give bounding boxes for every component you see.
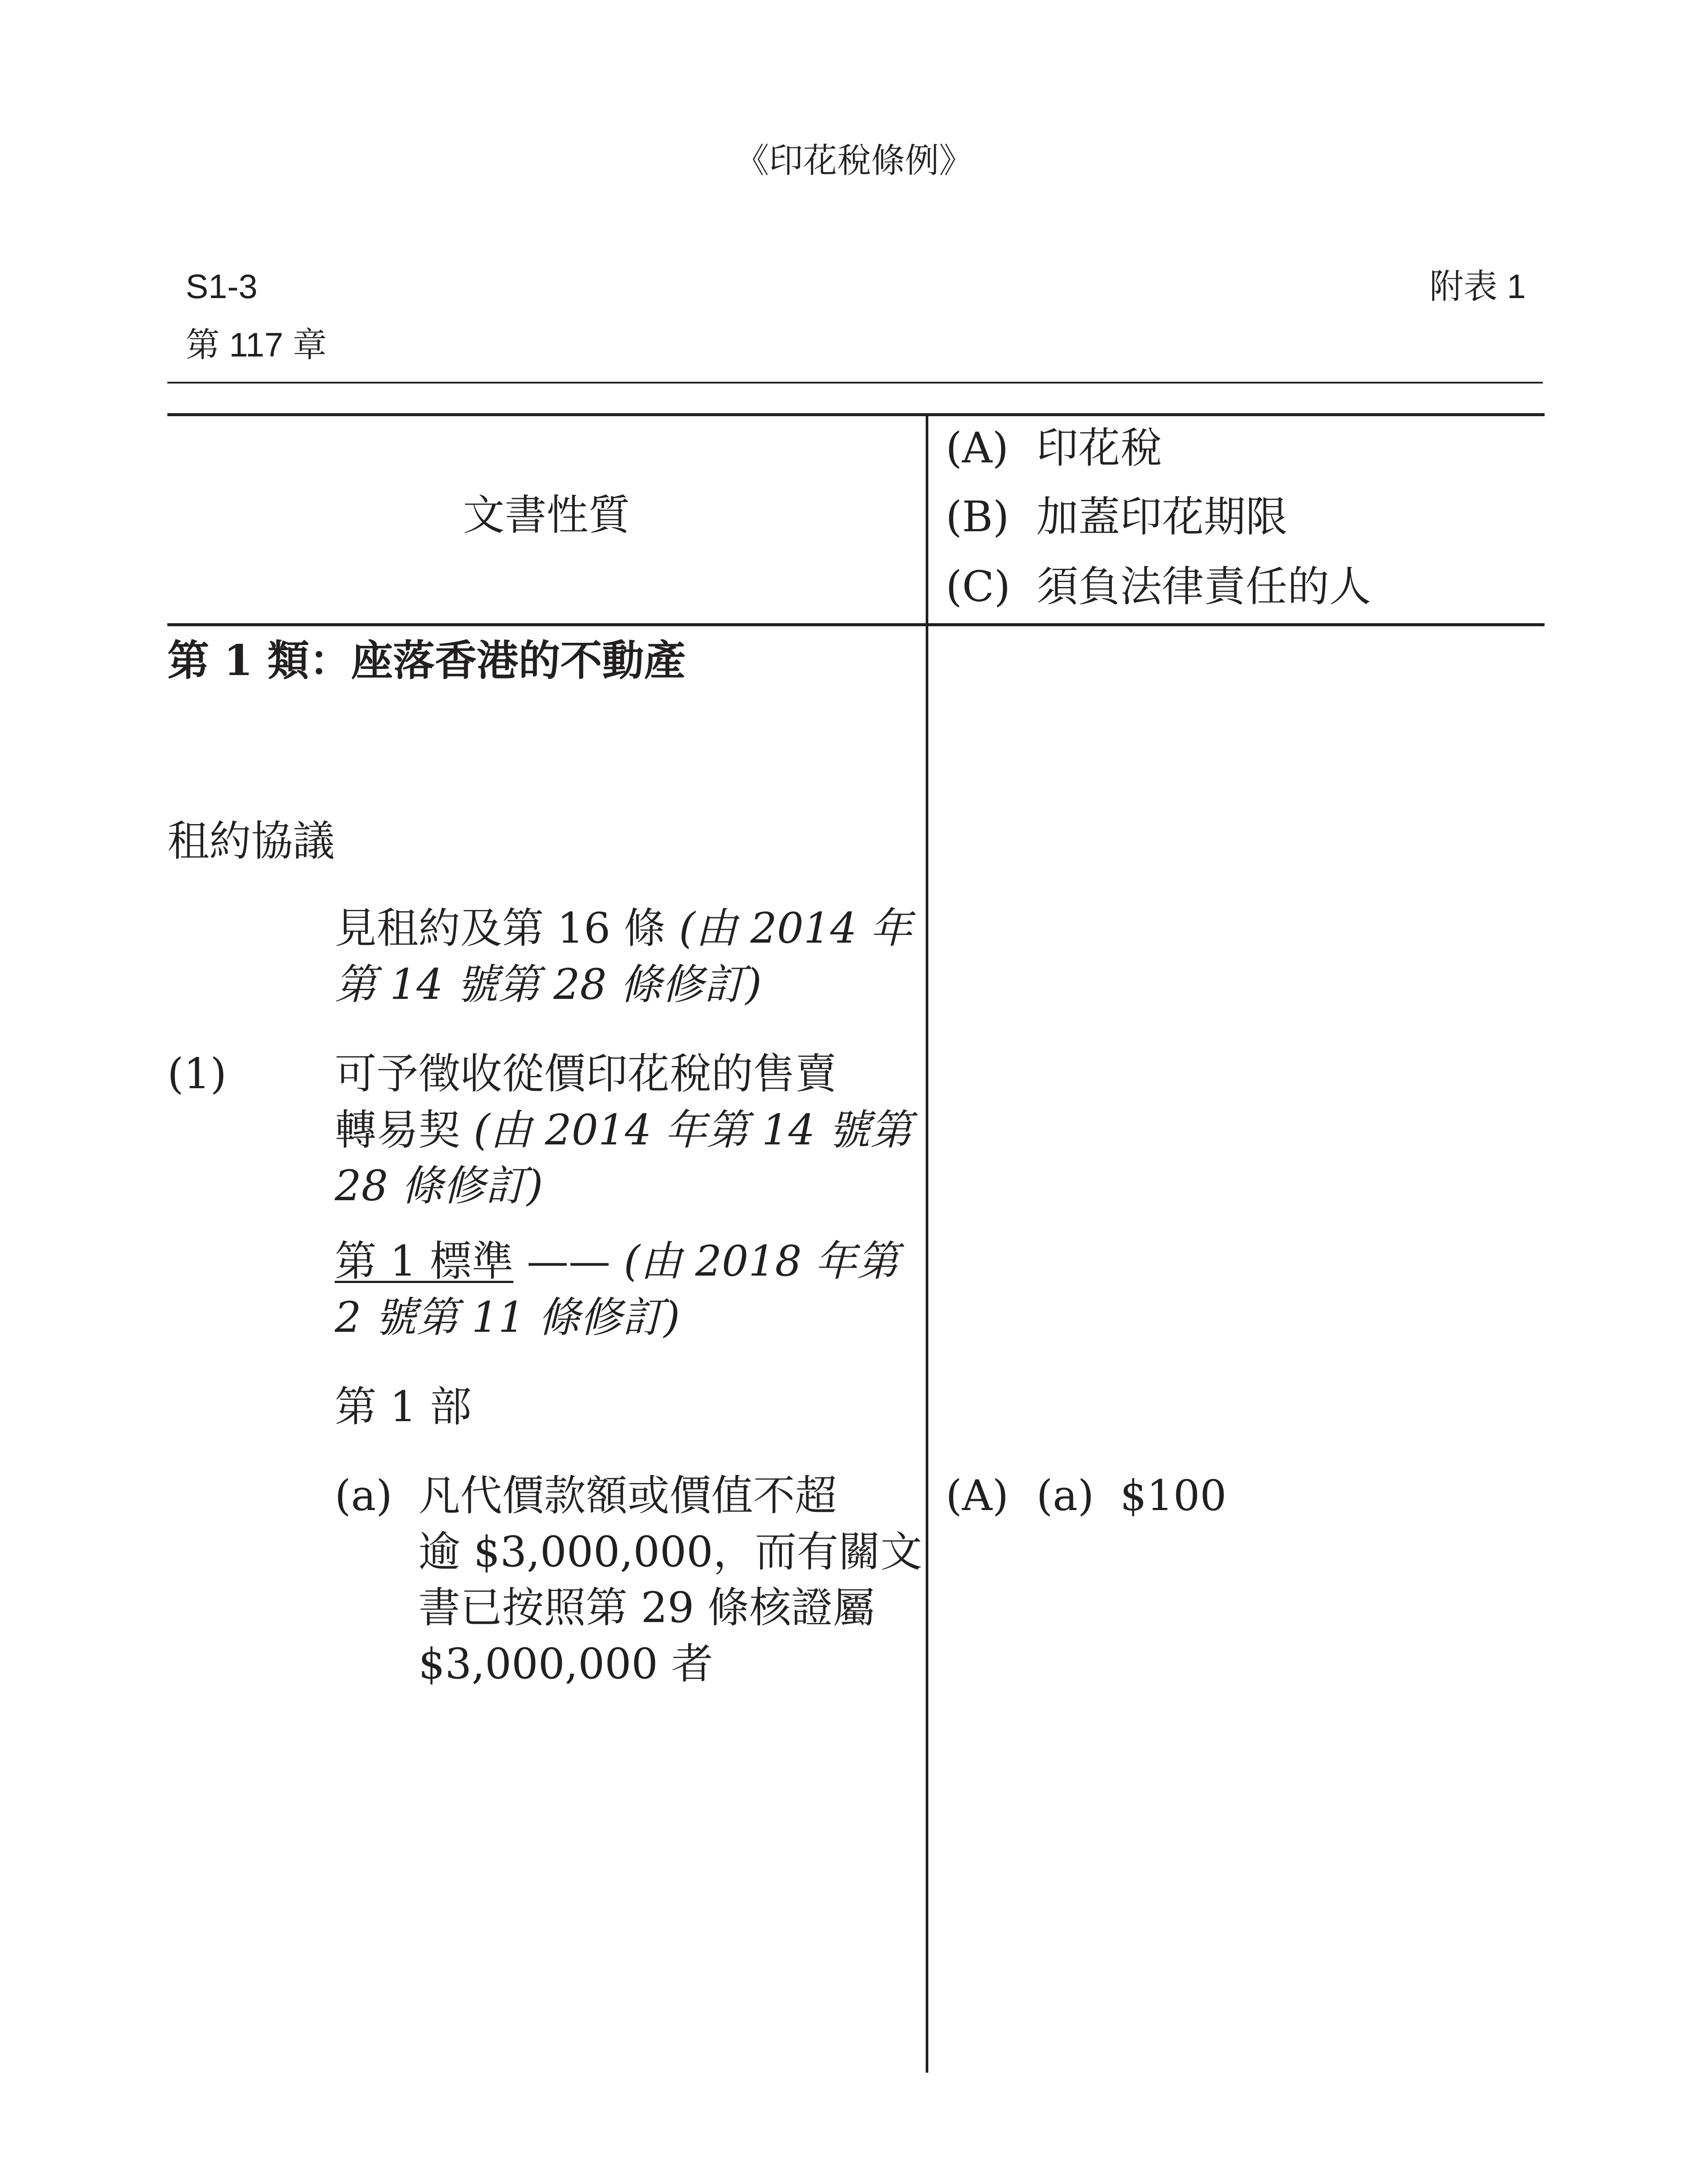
amendment-note: (由 2014 年第 14 號第 — [473, 1105, 912, 1154]
item-1-number: (1) — [167, 1049, 227, 1098]
item-1-text: 可予徵收從價印花稅的售賣 轉易契 (由 2014 年第 14 號第 28 條修訂) — [335, 1046, 919, 1214]
right-heading-C-label: (C) — [946, 562, 1011, 611]
amendment-note: 2 號第 11 條修訂) — [335, 1293, 680, 1342]
stamp-duty-a-label: (a) — [1036, 1471, 1094, 1520]
amendment-note: 第 14 號第 28 條修訂) — [335, 960, 762, 1009]
table-head-rule — [167, 623, 1545, 626]
see-lease-note: 見租約及第 16 條 (由 2014 年 第 14 號第 28 條修訂) — [335, 900, 919, 1012]
header-rule — [167, 382, 1543, 384]
right-heading-A-label: (A) — [946, 424, 1009, 472]
sub-item-a-label: (a) — [335, 1471, 393, 1520]
column-divider — [926, 413, 928, 2073]
scale-1-label: 第 1 標準 — [335, 1237, 514, 1286]
table-top-rule — [167, 413, 1545, 416]
head-1-title: 第 1 類：座落香港的不動產 — [167, 636, 686, 685]
lease-agreement-label: 租約協議 — [167, 817, 335, 865]
scale-1-heading: 第 1 標準 —— (由 2018 年第 2 號第 11 條修訂) — [335, 1233, 919, 1345]
right-heading-C-text: 須負法律責任的人 — [1036, 562, 1371, 611]
nature-of-instrument-heading: 文書性質 — [463, 491, 630, 540]
right-heading-B-label: (B) — [946, 492, 1009, 541]
right-heading-A-text: 印花稅 — [1036, 424, 1162, 472]
amendment-note: (由 2018 年第 — [624, 1237, 899, 1286]
part-1-label: 第 1 部 — [335, 1382, 472, 1431]
amendment-note: 28 條修訂) — [335, 1161, 543, 1211]
section-code: S1-3 — [186, 267, 258, 305]
stamp-duty-A-label: (A) — [946, 1471, 1009, 1520]
stamp-duty-amount: $100 — [1120, 1471, 1227, 1520]
chapter-label: 第 117 章 — [186, 326, 327, 364]
right-heading-B-text: 加蓋印花期限 — [1036, 492, 1287, 541]
amendment-note: (由 2014 年 — [679, 904, 912, 953]
ordinance-title: 《印花稅條例》 — [735, 141, 973, 180]
schedule-label: 附表 1 — [1429, 267, 1526, 305]
sub-item-a-text: 凡代價款額或價值不超 逾 $3,000,000，而有關文 書已按照第 29 條核證屬 $3,000,000 者 — [418, 1471, 923, 1688]
